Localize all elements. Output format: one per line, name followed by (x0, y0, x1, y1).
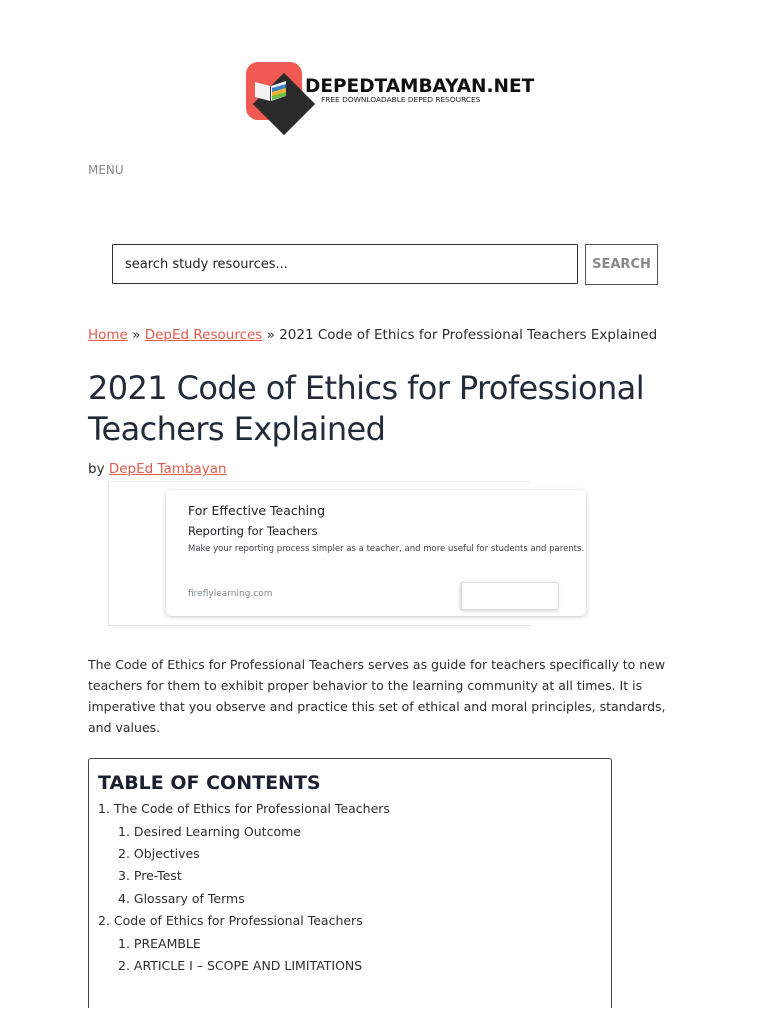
ad-subheadline[interactable]: Reporting for Teachers (188, 524, 318, 538)
search-button[interactable]: SEARCH (585, 244, 658, 285)
breadcrumb-deped-resources-link[interactable]: DepEd Resources (144, 327, 263, 343)
ad-domain: fireflylearning.com (188, 589, 273, 599)
toc-subitem[interactable]: 2. ARTICLE I – SCOPE AND LIMITATIONS (118, 958, 363, 973)
byline (88, 461, 227, 477)
breadcrumb (88, 327, 728, 343)
menu-toggle[interactable]: MENU (88, 163, 124, 177)
site-tagline: FREE DOWNLOADABLE DEPED RESOURCES (321, 95, 481, 104)
search-input[interactable] (112, 244, 578, 284)
toc-item[interactable]: 2. Code of Ethics for Professional Teachers (98, 913, 363, 928)
breadcrumb-home-link[interactable]: Home (88, 327, 128, 343)
byline-prefix: by (88, 461, 105, 477)
author-link[interactable]: DepEd Tambayan (108, 461, 227, 477)
breadcrumb-separator: » (266, 327, 275, 343)
breadcrumb-current: 2021 Code of Ethics for Professional Teachers Explained (279, 327, 658, 343)
ad-description: Make your reporting process simpler as a teacher, and more useful for students and parents. (188, 544, 585, 554)
ad-headline[interactable]: For Effective Teaching (188, 503, 325, 518)
ad-open-button[interactable] (461, 582, 559, 610)
toc-subitem[interactable]: 3. Pre-Test (118, 868, 182, 883)
article-intro: The Code of Ethics for Professional Teachers serves as guide for teachers specifically to new teachers for them to exhibit proper behavior to the learning community at all times. It is imperative that you observe and practice this set of ethical and moral principles, standards, and values. (88, 657, 666, 735)
toc-subitem[interactable]: 2. Objectives (118, 846, 200, 861)
toc-subitem[interactable]: 1. PREAMBLE (118, 936, 201, 951)
toc-subitem[interactable]: 1. Desired Learning Outcome (118, 824, 301, 839)
ad-card[interactable] (166, 490, 586, 616)
toc-heading: TABLE OF CONTENTS (98, 772, 321, 794)
toc-subitem[interactable]: 4. Glossary of Terms (118, 891, 245, 906)
book-logo-icon (246, 62, 302, 120)
toc-item[interactable]: 1. The Code of Ethics for Professional Teachers (98, 801, 390, 816)
site-logo[interactable] (246, 62, 535, 122)
site-name: DEPEDTAMBAYAN.NET (305, 76, 535, 97)
page-title: 2021 Code of Ethics for Professional Teachers Explained (88, 369, 644, 448)
breadcrumb-separator: » (132, 327, 141, 343)
ad-banner[interactable] (108, 481, 585, 626)
table-of-contents (88, 758, 612, 1008)
